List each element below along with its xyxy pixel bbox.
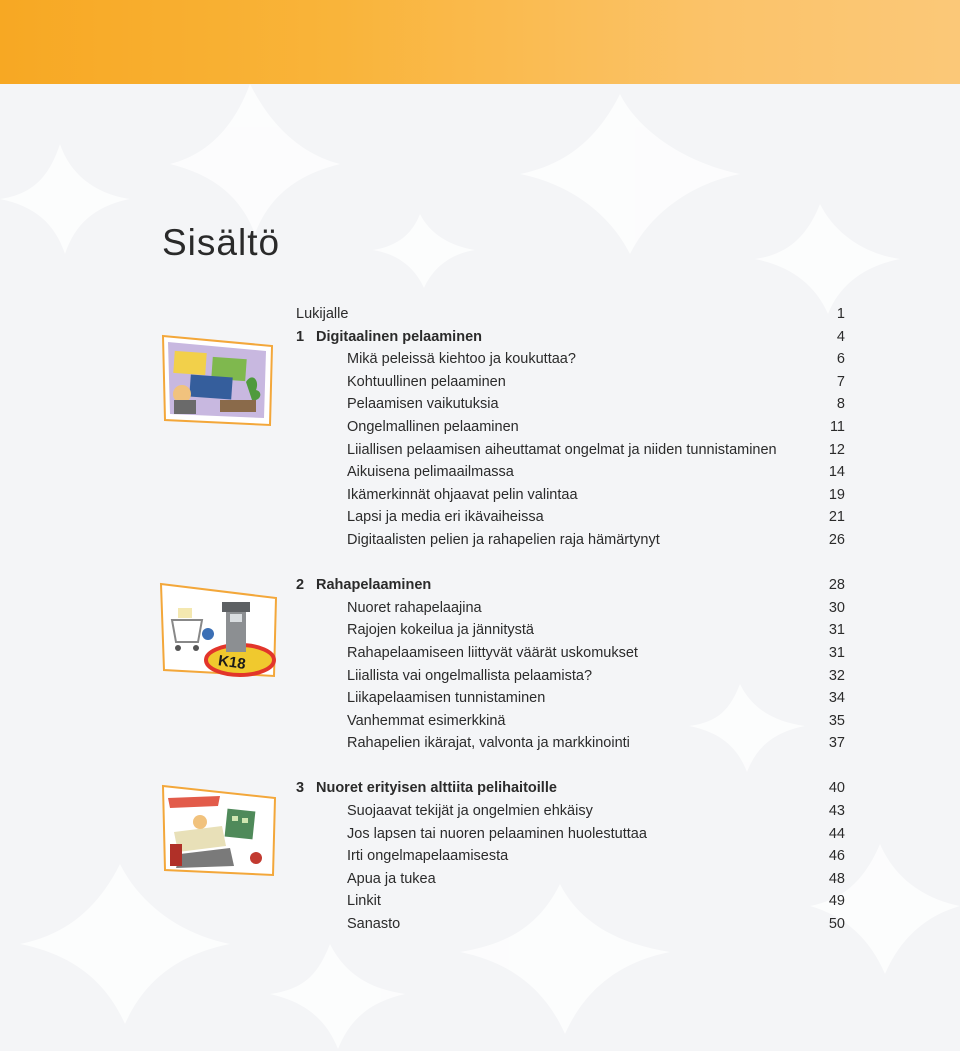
chapter-1-thumbnail bbox=[160, 332, 275, 427]
toc-entry-label: Kohtuullinen pelaaminen bbox=[347, 373, 506, 390]
toc-chapter-2[interactable] bbox=[296, 574, 845, 597]
toc-page-number: 35 bbox=[828, 712, 845, 729]
toc-page-number: 46 bbox=[828, 848, 845, 865]
toc-entry[interactable] bbox=[296, 439, 845, 462]
toc-entry-label: Rahapelien ikärajat, valvonta ja markkinointi bbox=[347, 735, 630, 752]
toc-entry[interactable] bbox=[296, 484, 845, 507]
toc-page-number: 43 bbox=[828, 803, 845, 820]
toc-entry-intro[interactable] bbox=[296, 303, 845, 326]
toc-entry[interactable] bbox=[296, 710, 845, 733]
toc-entry-label: Ongelmallinen pelaaminen bbox=[347, 418, 519, 435]
toc-entry-label: Irti ongelmapelaamisesta bbox=[347, 848, 509, 865]
toc-page-number: 34 bbox=[828, 690, 845, 707]
toc-entry[interactable] bbox=[296, 800, 845, 823]
toc-entry-label: Ikämerkinnät ohjaavat pelin valintaa bbox=[347, 486, 578, 503]
toc-page-number: 31 bbox=[828, 622, 845, 639]
chapter-number: 2 bbox=[296, 577, 305, 594]
toc-entry-label: Rahapelaamiseen liittyvät väärät uskomukset bbox=[347, 644, 638, 661]
toc-entry[interactable] bbox=[296, 665, 845, 688]
toc-entry-label: Rajojen kokeilua ja jännitystä bbox=[347, 622, 534, 639]
toc-chapter-1[interactable] bbox=[296, 326, 845, 349]
toc-entry[interactable] bbox=[296, 597, 845, 620]
toc-entry[interactable] bbox=[296, 506, 845, 529]
page-title: Sisältö bbox=[162, 222, 281, 263]
toc-page-number: 40 bbox=[828, 780, 845, 797]
toc-page-number: 49 bbox=[828, 893, 845, 910]
chapter-number: 3 bbox=[296, 780, 305, 797]
toc-entry-label: Linkit bbox=[347, 893, 381, 910]
toc-entry-label: Lapsi ja media eri ikävaiheissa bbox=[347, 509, 544, 526]
toc-entry[interactable] bbox=[296, 868, 845, 891]
toc-page-number: 6 bbox=[836, 351, 845, 368]
toc-page-number: 19 bbox=[828, 486, 845, 503]
toc-page-number: 4 bbox=[836, 328, 845, 345]
chapter-3-thumbnail bbox=[160, 782, 278, 877]
toc-entry-label: Aikuisena pelimaailmassa bbox=[347, 464, 514, 481]
toc-entry[interactable] bbox=[296, 732, 845, 755]
toc-entry[interactable] bbox=[296, 416, 845, 439]
toc-entry-label: Pelaamisen vaikutuksia bbox=[347, 396, 499, 413]
toc-entry[interactable] bbox=[296, 890, 845, 913]
toc-page-number: 8 bbox=[836, 396, 845, 413]
toc-entry-label: Nuoret rahapelaajina bbox=[347, 599, 482, 616]
toc-entry-label: Digitaalisten pelien ja rahapelien raja hämärtynyt bbox=[347, 531, 660, 548]
toc-entry-label: Jos lapsen tai nuoren pelaaminen huolestuttaa bbox=[347, 825, 647, 842]
k18-label: K18 bbox=[217, 652, 247, 673]
toc-page-number: 21 bbox=[828, 509, 845, 526]
toc-page-number: 1 bbox=[836, 306, 845, 322]
toc-entry-label: Liiallisen pelaamisen aiheuttamat ongelmat ja niiden tunnistaminen bbox=[347, 441, 777, 458]
toc-page-number: 28 bbox=[828, 577, 845, 594]
top-color-band bbox=[0, 0, 960, 84]
toc-entry-label: Lukijalle bbox=[296, 306, 349, 322]
toc-page-number: 30 bbox=[828, 599, 845, 616]
toc-entry[interactable] bbox=[296, 823, 845, 846]
toc-entry[interactable] bbox=[296, 642, 845, 665]
toc-page-number: 14 bbox=[828, 464, 845, 481]
toc-entry-label: Vanhemmat esimerkkinä bbox=[347, 712, 506, 729]
toc-entry[interactable] bbox=[296, 687, 845, 710]
toc-entry[interactable] bbox=[296, 371, 845, 394]
toc-entry-label: Liikapelaamisen tunnistaminen bbox=[347, 690, 546, 707]
toc-entry[interactable] bbox=[296, 913, 845, 936]
toc-page-number: 44 bbox=[828, 825, 845, 842]
toc-page-number: 37 bbox=[828, 735, 845, 752]
toc-entry[interactable] bbox=[296, 461, 845, 484]
toc-entry-label: Mikä peleissä kiehtoo ja koukuttaa? bbox=[347, 351, 576, 368]
toc-entry[interactable] bbox=[296, 348, 845, 371]
toc-entry-label: Apua ja tukea bbox=[347, 870, 436, 887]
toc-page-number: 11 bbox=[829, 418, 845, 435]
toc-entry[interactable] bbox=[296, 529, 845, 552]
toc-page-number: 48 bbox=[828, 870, 845, 887]
toc-entry[interactable] bbox=[296, 619, 845, 642]
toc-page-number: 32 bbox=[828, 667, 845, 684]
toc-entry-label: Liiallista vai ongelmallista pelaamista? bbox=[347, 667, 593, 684]
toc-page-number: 50 bbox=[828, 916, 845, 933]
toc-page-number: 12 bbox=[828, 441, 845, 458]
toc-entry[interactable] bbox=[296, 845, 845, 868]
table-of-contents bbox=[296, 303, 845, 936]
chapter-number: 1 bbox=[296, 328, 305, 345]
chapter-title: Rahapelaaminen bbox=[316, 577, 432, 594]
chapter-title: Digitaalinen pelaaminen bbox=[316, 328, 482, 345]
toc-entry[interactable] bbox=[296, 393, 845, 416]
chapter-title: Nuoret erityisen alttiita pelihaitoille bbox=[316, 780, 557, 797]
toc-page-number: 31 bbox=[828, 644, 845, 661]
toc-page-number: 7 bbox=[836, 373, 845, 390]
chapter-2-thumbnail bbox=[158, 580, 280, 680]
toc-page-number: 26 bbox=[828, 531, 845, 548]
toc-entry-label: Suojaavat tekijät ja ongelmien ehkäisy bbox=[347, 803, 593, 820]
toc-chapter-3[interactable] bbox=[296, 777, 845, 800]
toc-entry-label: Sanasto bbox=[347, 916, 401, 933]
